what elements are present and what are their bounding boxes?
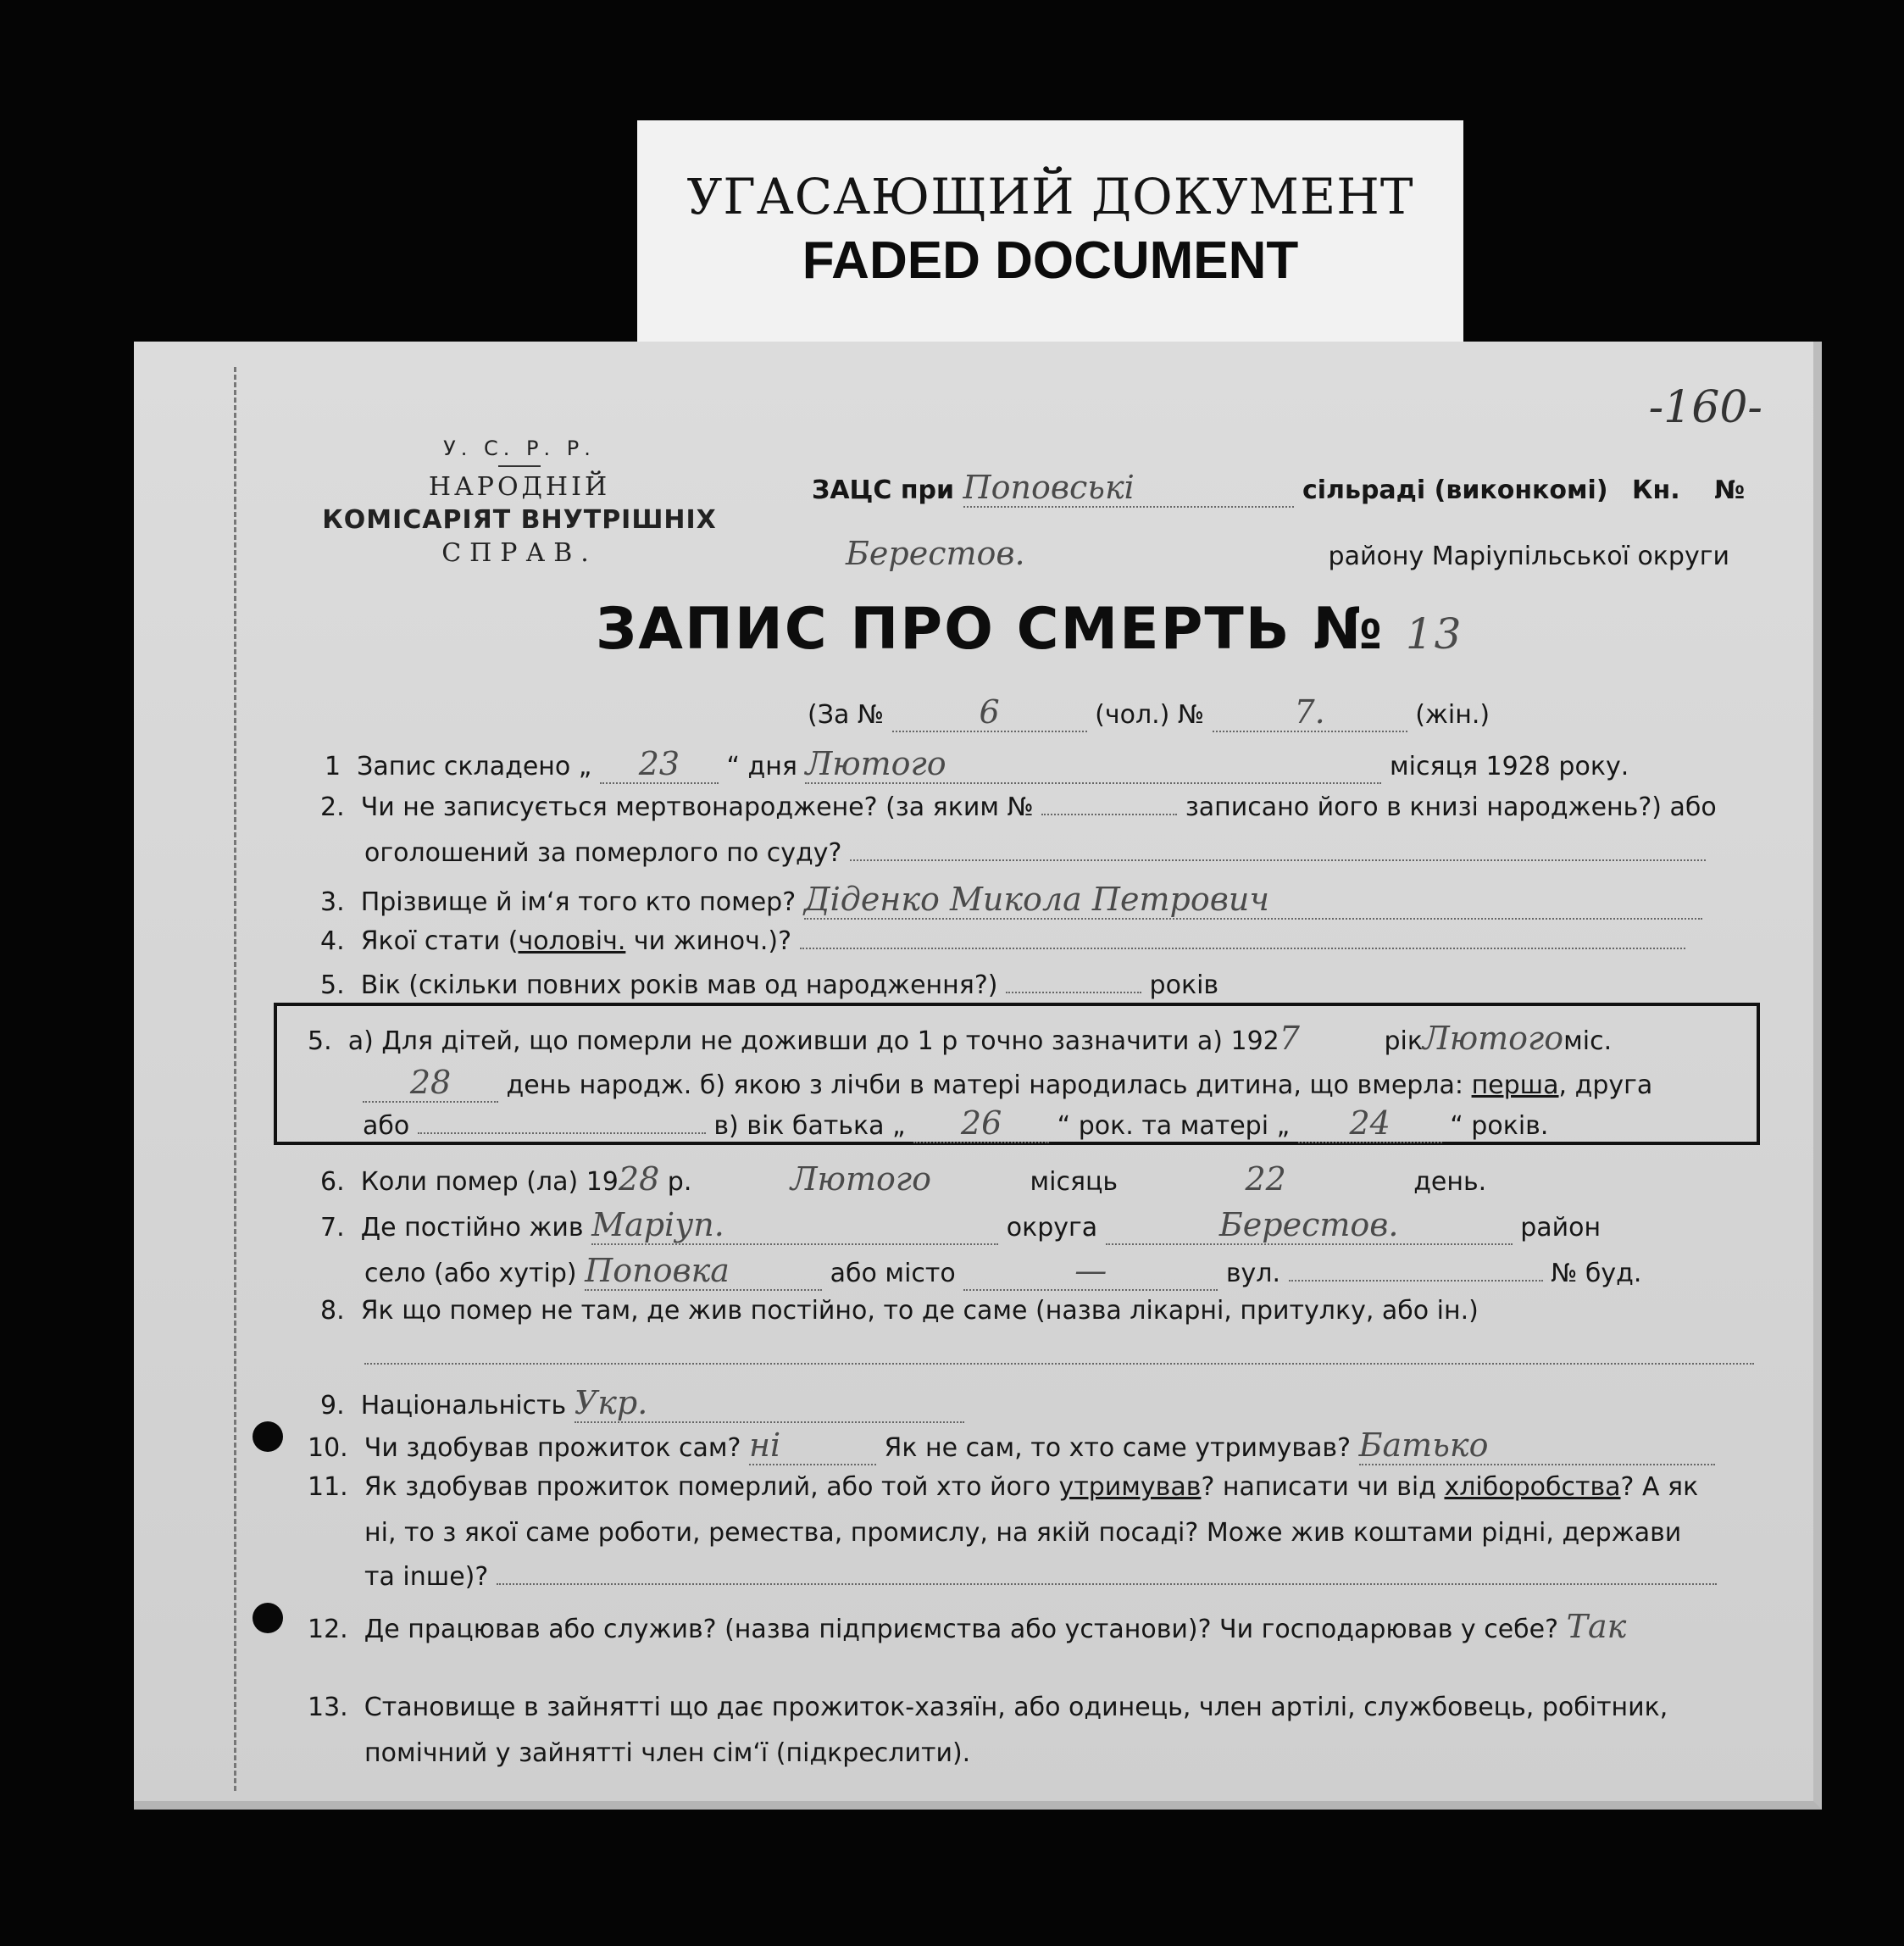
form-text: , друга	[1558, 1070, 1653, 1100]
office-line	[812, 469, 1745, 508]
form-text: Чи здобував прожиток сам?	[364, 1433, 741, 1463]
q5a-father-age: 26	[913, 1104, 1049, 1143]
q3-deceased-name: Діденко Микола Петрович	[804, 881, 1702, 920]
district-name: Берестов.	[846, 535, 1025, 572]
district-suffix: району Маріупільської округи	[1328, 542, 1729, 571]
q11-supported-underlined: утримував	[1058, 1472, 1202, 1502]
form-text: місяць	[1030, 1167, 1119, 1197]
header-peoples: НАРОДНІЙ	[428, 472, 611, 502]
blank-dotted-field	[850, 859, 1706, 861]
form-text: ? написати чи від	[1201, 1472, 1436, 1502]
blank-dotted-field	[800, 948, 1685, 949]
form-text: вул.	[1225, 1259, 1280, 1288]
form-text: ні, то з якої саме роботи, ремества, промислу, на якій посаді? Може жив коштами рідні, держави	[364, 1518, 1682, 1548]
office-prefix: ЗАЦС при	[812, 475, 955, 505]
q4-line	[320, 926, 1685, 956]
q7-line	[320, 1206, 1601, 1245]
form-text: 6.	[320, 1167, 345, 1197]
district-line	[846, 535, 1729, 572]
q7-selo: Поповка	[585, 1252, 822, 1291]
q11-line-2	[364, 1518, 1681, 1548]
form-text: № буд.	[1551, 1259, 1642, 1288]
q10-supporter: Батько	[1359, 1426, 1715, 1465]
q5-line	[320, 970, 1218, 1000]
form-text: Запис складено „	[357, 752, 592, 781]
q6-year: 28	[618, 1160, 660, 1198]
office-book: Кн.	[1632, 475, 1680, 505]
header-rule	[498, 465, 541, 467]
q9-nationality: Укр.	[575, 1384, 964, 1423]
q6-day: 22	[1245, 1160, 1286, 1198]
form-text: Чи не записується мертвонароджене? (за яким №	[360, 792, 1034, 822]
form-text: 2.	[320, 792, 345, 822]
q9-line	[320, 1384, 964, 1423]
punch-hole-bottom	[253, 1603, 283, 1633]
form-text: років	[1149, 970, 1219, 1000]
q5a-line-1	[308, 1020, 1612, 1057]
q10-line	[308, 1426, 1715, 1465]
form-text: помічний у зайнятті член сім‘ї (підкреслити).	[364, 1738, 971, 1768]
q12-line	[308, 1608, 1626, 1645]
q1-line	[325, 745, 1629, 784]
q1-day: 23	[600, 745, 719, 784]
form-text: в) вік батька „	[713, 1111, 906, 1141]
q8-line-2	[364, 1342, 1754, 1371]
faded-label-en: FADED DOCUMENT	[802, 231, 1299, 290]
ref-chol: (чол.) №	[1095, 700, 1205, 730]
form-text: Становище в зайнятті що дає прожиток-хазяїн, або одинець, член артілі, службовець, робітник,	[364, 1693, 1668, 1722]
form-text: рік	[1384, 1026, 1423, 1056]
ref-za: (За №	[808, 700, 885, 730]
form-text: та іnше)?	[364, 1562, 489, 1592]
form-text: 12.	[308, 1615, 348, 1644]
faded-document-label	[637, 120, 1463, 343]
issuer-header	[316, 436, 723, 568]
punch-hole-top	[253, 1421, 283, 1452]
q8-line	[320, 1296, 1479, 1326]
form-text: Як не сам, то хто саме утримував?	[884, 1433, 1352, 1463]
form-text: або місто	[830, 1259, 956, 1288]
blank-dotted-field	[364, 1363, 1754, 1365]
reference-line	[808, 693, 1490, 732]
blank-dotted-field	[1041, 814, 1177, 815]
form-text: або	[363, 1111, 410, 1141]
blank-dotted-field	[1289, 1280, 1543, 1282]
form-text: 13.	[308, 1693, 348, 1722]
form-text: 7.	[320, 1213, 345, 1243]
record-number: 13	[1405, 609, 1463, 659]
form-text: село (або хутір)	[364, 1259, 577, 1288]
form-text: 5.	[320, 970, 345, 1000]
q11-line-3	[364, 1562, 1717, 1592]
q7-raion: Берестов.	[1106, 1206, 1513, 1245]
q13-line-2	[364, 1738, 970, 1768]
form-text: чи жиноч.)?	[625, 926, 792, 956]
form-text: Прізвище й ім‘я того кто помер?	[360, 887, 797, 917]
death-record-sheet	[134, 342, 1822, 1810]
form-text: 8.	[320, 1296, 345, 1326]
form-text: “ років.	[1450, 1111, 1549, 1141]
header-affairs: СПРАВ.	[441, 538, 597, 568]
q7-line-2	[364, 1252, 1641, 1291]
q12-answer: Так	[1566, 1608, 1627, 1645]
q5a-line-3	[363, 1104, 1548, 1143]
form-text: “ рок. та матері „	[1057, 1111, 1291, 1141]
header-ussr: У. С. Р. Р.	[443, 436, 596, 460]
blank-dotted-field	[418, 1132, 706, 1134]
blank-dotted-field	[497, 1583, 1717, 1585]
form-text: оголошений за померлого по суду?	[364, 838, 842, 868]
q5a-birth-day: 28	[363, 1064, 498, 1103]
q5a-line-2	[363, 1064, 1652, 1103]
form-text: 4.	[320, 926, 345, 956]
q7-okruha: Маріуп.	[591, 1206, 998, 1245]
form-text: 10.	[308, 1433, 348, 1463]
form-text: 3.	[320, 887, 345, 917]
q6-month: Лютого	[790, 1160, 932, 1198]
form-text: 1	[325, 752, 341, 781]
form-text: 5.	[308, 1026, 332, 1056]
form-text: Як що помер не там, де жив постійно, то де саме (назва лікарні, притулку, або ін.)	[360, 1296, 1479, 1326]
form-text: Вік (скільки повних років мав од народження?)	[360, 970, 998, 1000]
office-no: №	[1714, 475, 1746, 505]
q11-farming-underlined: хліборобства	[1444, 1472, 1621, 1502]
office-suffix: сільраді (виконкомі)	[1302, 475, 1608, 505]
q5a-year: 7	[1279, 1020, 1300, 1057]
form-text: “ дня	[726, 752, 797, 781]
q5a-month: Лютого	[1422, 1020, 1564, 1057]
q5a-first-underlined: перша	[1471, 1070, 1559, 1100]
form-text: місяця 1928 року.	[1390, 752, 1629, 781]
page-number: -160-	[1648, 382, 1762, 433]
form-text: Як здобував прожиток померлий, або той хто його	[364, 1472, 1051, 1502]
form-text: 11.	[308, 1472, 348, 1502]
form-text: р.	[667, 1167, 692, 1197]
q2-line	[320, 792, 1717, 822]
form-text: 9.	[320, 1391, 345, 1421]
record-title	[596, 596, 1463, 663]
q11-line	[308, 1472, 1698, 1502]
form-text: Де працював або служив? (назва підприємства або установи)? Чи господарював у себе?	[364, 1615, 1559, 1644]
q6-line	[320, 1160, 1486, 1198]
header-commissariat: КОМІСАРІЯТ ВНУТРІШНІХ	[322, 505, 717, 535]
q13-line	[308, 1693, 1668, 1722]
ref-female-no: 7.	[1213, 693, 1407, 732]
form-text: округа	[1006, 1213, 1098, 1243]
faded-label-ru: УГАСАЮЩИЙ ДОКУМЕНТ	[686, 168, 1414, 225]
q10-self: ні	[749, 1426, 876, 1465]
record-title-text: ЗАПИС ПРО СМЕРТЬ №	[596, 596, 1385, 663]
form-text: ? А як	[1620, 1472, 1699, 1502]
form-text: день народж. б) якою з лічби в матері народилась дитина, що вмерла:	[506, 1070, 1464, 1100]
form-text: Коли помер (ла) 19	[360, 1167, 619, 1197]
form-text: а) Для дітей, що померли не доживши до 1 р точно зазначити а) 192	[347, 1026, 1280, 1056]
q5a-mother-age: 24	[1298, 1104, 1442, 1143]
office-village: Поповські	[963, 469, 1294, 508]
q7-misto: —	[963, 1252, 1218, 1291]
form-text: Національність	[360, 1391, 567, 1421]
form-text: Де постійно жив	[360, 1213, 584, 1243]
q1-month: Лютого	[805, 745, 1381, 784]
blank-dotted-field	[1006, 992, 1141, 993]
q4-male-underlined: чоловіч.	[518, 926, 626, 956]
form-text: день.	[1413, 1167, 1487, 1197]
form-text: міс.	[1563, 1026, 1613, 1056]
form-text: записано його в книзі народжень?) або	[1185, 792, 1717, 822]
ref-male-no: 6	[892, 693, 1087, 732]
q3-line	[320, 881, 1702, 920]
form-text: Якої стати (	[360, 926, 519, 956]
form-text: район	[1520, 1213, 1601, 1243]
ref-zhin: (жін.)	[1415, 700, 1490, 730]
perforation-line	[234, 367, 236, 1791]
q2-line-2	[364, 838, 1706, 868]
